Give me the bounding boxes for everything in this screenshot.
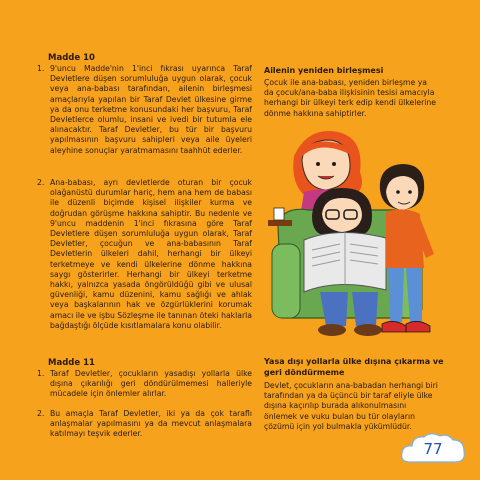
item-text: Ana-babası, ayrı devletlerde oturan bir çocuk olağanüstü durumlar hariç, hem ana hem de babası ile düzenli biçimde kişisel ilişkiler kurma ve doğrudan görüşme hakkına sahiptir. Bu nedenle ve 9'uncu maddenin 1'inci fıkrasına göre Taraf Devletlere düşen sorumluluğa uygun olarak, Taraf Devletler, çocuğun ve ana-babasının Taraf Devletlerin ülkeleri dahil, herhangi bir ülkeyi terketmeye ve kendi ülkelerine dönme hakkına saygı gösterirler. Herhangi bir ülkeyi terketme hakkı, yalnızca yasada öngörüldüğü gibi ve ulusal güvenliği, kamu düzenini, kamu sağlığı ve ahlak veya başkalarının hak ve özgürlüklerini korumak amacı ile ve işbu Sözleşme ile tanınan öteki haklarla bağdaştığı ölçüde kısıtlamalara konu olabilir. xyxy=(50,178,252,330)
madde-10-item-1 xyxy=(37,64,252,156)
family-reading-illustration xyxy=(268,126,448,348)
item-number: 1. xyxy=(37,64,45,73)
item-number: 2. xyxy=(37,409,45,418)
family-reunification-heading: Ailenin yeniden birleşmesi xyxy=(264,66,384,75)
madde-10-item-2 xyxy=(37,178,252,331)
item-number: 1. xyxy=(37,369,45,378)
item-number: 2. xyxy=(37,178,45,187)
item-text: Taraf Devletler, çocukların yasadışı yollarla ülke dışına çıkarılığı geri döndürülmemesi halleriyle mücadele için önlemler alırlar. xyxy=(50,369,252,399)
illegal-transfer-heading: Yasa dışı yollarla ülke dışına çıkarma ve geri döndürmeme xyxy=(264,357,444,377)
madde-11-item-2 xyxy=(37,409,252,440)
illegal-transfer-text: Devlet, çocukların ana-babadan herhangi biri tarafından ya da üçüncü bir taraf eliyle ülke dışına kaçırılıp burada alıkonulmasını önlemek ve vuku bulan bu tür olayların çözümü için yol bulmakla yükümlüdür. xyxy=(264,381,438,431)
madde-11-item-1 xyxy=(37,369,252,400)
madde-10-heading: Madde 10 xyxy=(48,53,95,63)
page-number: 77 xyxy=(423,440,443,458)
madde-11-heading: Madde 11 xyxy=(48,358,95,368)
family-reunification-text: Çocuk ile ana-babası, yeniden birleşme ya da çocuk/ana-baba ilişkisinin tesisi amacıyla herhangi bir ülkeyi terk edip kendi ülkelerine dönme hakkına sahiptirler. xyxy=(264,78,436,118)
item-text: 9'uncu Madde'nin 1'inci fıkrası uyarınca Taraf Devletlere düşen sorumluluğa uygun olarak, çocuk veya ana-babası tarafından, ailenin birleşmesi amaçlarıyla yapılan bir Taraf Devlet ülkesine girme ya da onu terketme konusundaki her başvuru, Taraf Devletlerce olumlu, insani ve ivedi bir tutumla ele alınacaktır. Taraf Devletler, bu tür bir başvuru yapılmasının başvuru sahipleri veya aile üyeleri aleyhine sonuçlar yaratmamasını taahhüt ederler. xyxy=(50,64,252,155)
item-text: Bu amaçla Taraf Devletler, iki ya da çok taraflı anlaşmalar yapılmasını ya da mevcut anlaşmalara katılmayı teşvik ederler. xyxy=(50,409,252,439)
